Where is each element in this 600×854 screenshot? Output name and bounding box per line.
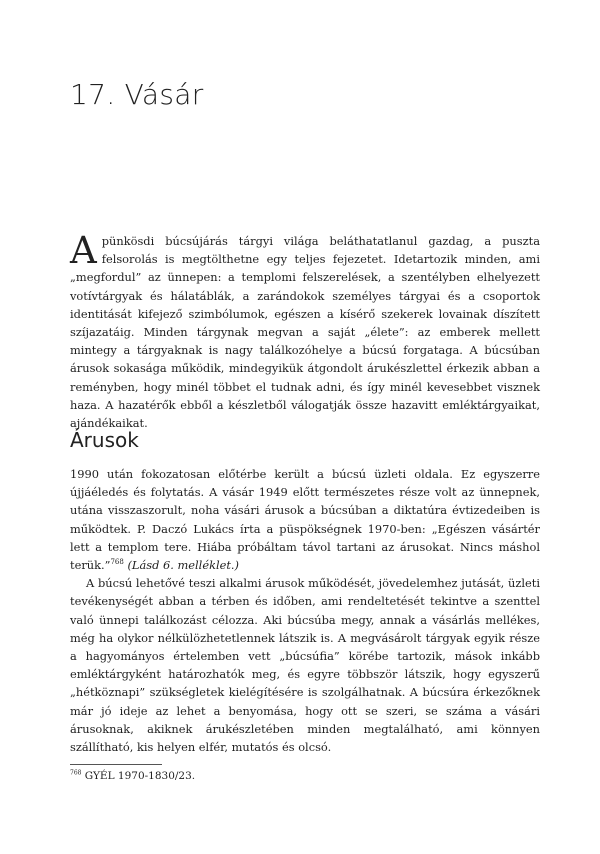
appendix-reference: (Lásd 6. melléklet.) bbox=[127, 558, 239, 573]
footnote-mark: 768 bbox=[70, 769, 82, 777]
section-body bbox=[70, 465, 540, 756]
section-paragraph-1 bbox=[70, 465, 540, 574]
section-heading: Árusok bbox=[70, 428, 139, 452]
footnote-reference[interactable]: 768 bbox=[110, 558, 124, 567]
drop-cap: A bbox=[70, 229, 97, 272]
footnote bbox=[70, 770, 195, 782]
section-paragraph-2: A búcsú lehetővé teszi alkalmi árusok működését, jövedelemhez jutását, üzleti tevékenységét abban a térben és időben, ami rendeltetését tekintve a szenttel való ünnepi találkozást célozza. Aki búcsúba megy, annak a vásárlás mellékes, még ha olykor nélkülözhetetlennek látszik is. A megvásárolt tárgyak egyik része a hagyományos értelemben vett „búcsúfia” körébe tartozik, mások inkább emléktárgyként határozhatók meg, és egyre többször látszik, hogy egyszerű „hétköznapi” szükségletek kielégítésére is szolgálhatnak. A búcsúra érkezőknek már jó ideje az lehet a benyomása, hogy ott se szeri, se száma a vásári árusoknak, akiknek árukészletében minden megtalálható, ami könnyen szállítható, kis helyen elfér, mutatós és olcsó. bbox=[70, 576, 540, 755]
intro-text: pünkösdi búcsújárás tárgyi világa beláthatatlanul gazdag, a puszta felsorolás is megtölthetne egy teljes fejezetet. Idetartozik minden, ami „megfordul” az ünnepen: a templomi felszerelések, a szentélyben elhelyezett votívtárgyak és hálatáblák, a zarándokok személyes tárgyai és a csoportok identitását kifejező szimbólumok, egészen a kísérő szekerek lovainak díszített szíjazatáig. Minden tárgynak megvan a saját „élete”: az emberek mellett mintegy a tárgyaknak is nagy találkozóhelye a búcsú forgataga. A búcsúban árusok sokasága működik, mindegyikük átgondolt árukészlettel érkezik abban a reményben, hogy minél többet el tudnak adni, és így minél kevesebbet visznek haza. A hazatérők ebből a készletből válogatják össze hazavitt emléktárgyaikat, ajándékaikat. bbox=[70, 234, 540, 431]
chapter-title: 17. Vásár bbox=[70, 78, 204, 111]
paragraph-1-text: 1990 után fokozatosan előtérbe került a búcsú üzleti oldala. Ez egyszerre újjáéledés és folytatás. A vásár 1949 előtt természetes része volt az ünnepnek, utána visszaszorult, noha vásári árusok a búcsúban a diktatúra évtizedeiben is működtek. P. Daczó Lukács írta a püspökségnek 1970-ben: „Egészen vásártér lett a templom tere. Hiába próbáltam távol tartani az árusokat. Nincs máshol terük.” bbox=[70, 467, 540, 573]
intro-paragraph bbox=[70, 229, 540, 432]
footnote-text: GYÉL 1970-1830/23. bbox=[84, 770, 196, 782]
footnote-divider bbox=[70, 764, 162, 765]
